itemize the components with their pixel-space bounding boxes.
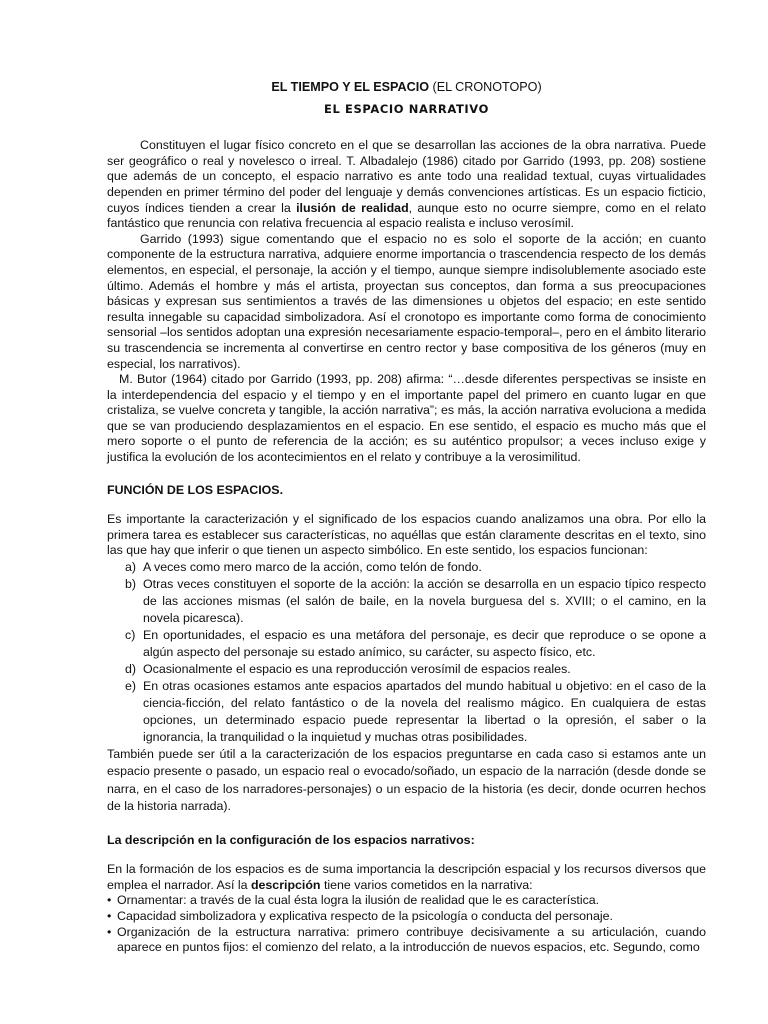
- funcion-list: [107, 559, 706, 746]
- funcion-intro: Es importante la caracterización y el significado de los espacios cuando analizamos una obra. Por ello la primera tarea es establecer sus características, no aquéllas que están claramente descritas en el texto, sino las que hay que inferir o que tienen un aspecto simbólico. En este sentido, los espacios funcionan:: [107, 512, 706, 558]
- section-heading-funcion: FUNCIÓN DE LOS ESPACIOS.: [107, 482, 284, 497]
- list-marker: a): [125, 560, 137, 575]
- list-item-text: En oportunidades, el espacio es una metáfora del personaje, es decir que reproduce o se opone a algún aspecto del personaje su estado anímico, su carácter, su aspecto físico, etc.: [143, 628, 706, 660]
- section-heading-descripcion: La descripción en la configuración de los espacios narrativos:: [107, 832, 475, 847]
- list-item: [107, 576, 706, 627]
- descripcion-intro-text-b: tiene varios cometidos en la narrativa:: [320, 877, 533, 892]
- intro-p1-text-a: Constituyen el lugar físico concreto en el que se desarrollan las acciones de la obra narrativa. Puede ser geográfico o real y novelesco o irreal. T. Albadalejo (1986) citado por Garrido (1993, pp. 208) sostiene que además de un concepto, el espacio narrativo es ante todo una realidad textual, cuyas virtualidades dependen en primer término del poder del lenguaje y demás convenciones artísticas. Es un espacio ficticio, cuyos índices tienden a crear la: [107, 138, 706, 215]
- page-subtitle: EL ESPACIO NARRATIVO: [324, 101, 489, 116]
- bullet-marker: •: [107, 909, 112, 924]
- descripcion-bullets: [107, 893, 706, 955]
- title-rest: (EL CRONOTOPO): [429, 80, 542, 94]
- bullet-item: [107, 925, 706, 956]
- list-item-text: A veces como mero marco de la acción, como telón de fondo.: [143, 560, 482, 575]
- bullet-text: Organización de la estructura narrativa: primero contribuye decisivamente a su articulación, cuando aparece en puntos fijos: el comienzo del relato, a la introducción de nuevos espacios, etc. Segundo, como: [117, 924, 706, 955]
- intro-p1-text-b: , aunque esto no ocurre siempre, como en el relato fantástico que renuncia con relativa frecuencia al espacio realista e incluso verosímil.: [107, 200, 706, 231]
- list-item-text: Otras veces constituyen el soporte de la acción: la acción se desarrolla en un espacio típico respecto de las acciones mismas (el salón de baile, en la novela burguesa del s. XVIII; o el camino, en la novela picaresca).: [143, 577, 706, 626]
- descripcion-intro-bold: descripción: [250, 877, 321, 892]
- intro-p1-bold: ilusión de realidad: [296, 200, 409, 215]
- page-title: [107, 80, 706, 96]
- bullet-marker: •: [107, 893, 112, 908]
- descripcion-intro: [107, 862, 706, 893]
- list-marker: e): [125, 679, 137, 694]
- intro-paragraph-3: M. Butor (1964) citado por Garrido (1993, pp. 208) afirma: “…desde diferentes perspectivas se insiste en la interdependencia del espacio y el tiempo y en el importante papel del primero en cuanto lugar en que cristaliza, se vuelve concreta y tangible, la acción narrativa”; es más, la acción narrativa evoluciona a medida que se van produciendo desplazamientos en el espacio. En ese sentido, el espacio es mucho más que el mero soporte o el punto de referencia de la acción; es su auténtico propulsor; a veces incluso exige y justifica la evolución de los acontecimientos en el relato y contribuye a la verosimilitud.: [107, 372, 706, 465]
- list-item: [107, 627, 706, 661]
- bullet-item: [107, 909, 706, 925]
- intro-paragraph-2: Garrido (1993) sigue comentando que el espacio no es solo el soporte de la acción; en cuanto componente de la estructura narrativa, adquiere enorme importancia o trascendencia respecto de los demás elementos, en especial, el personaje, la acción y el tiempo, aunque siempre indisolublemente asociado este último. Además el hombre y más el artista, proyectan sus conceptos, dan forma a sus preocupaciones básicas y expresan sus sentimientos a través de las dimensiones u objetos del espacio; en este sentido resulta innegable su capacidad simbolizadora. Así el cronotopo es importante como forma de conocimiento sensorial –los sentidos adoptan una expresión necesariamente espacio-temporal–, pero en el ámbito literario su trascendencia se incrementa al convertirse en centro rector y base compositiva de los géneros (muy en especial, los narrativos).: [107, 231, 706, 371]
- title-bold: EL TIEMPO Y EL ESPACIO: [271, 80, 430, 94]
- list-item-text: En otras ocasiones estamos ante espacios apartados del mundo habitual u objetivo: en el caso de la ciencia-ficción, del relato fantástico o de la novela del realismo mágico. En cualquiera de estas opciones, un determinado espacio puede representar la libertad o la opresión, el saber o la ignorancia, la tranquilidad o la inquietud y muchas otras posibilidades.: [143, 679, 706, 745]
- bullet-text: Ornamentar: a través de la cual ésta logra la ilusión de realidad que le es característica.: [117, 893, 600, 908]
- bullet-text: Capacidad simbolizadora y explicativa respecto de la psicología o conducta del personaje.: [117, 909, 613, 924]
- bullet-item: [107, 893, 706, 909]
- list-item: [107, 559, 706, 576]
- list-marker: d): [125, 662, 137, 677]
- list-item: [107, 678, 706, 746]
- list-marker: c): [125, 628, 136, 643]
- intro-paragraph-1: [107, 138, 706, 232]
- list-item-text: Ocasionalmente el espacio es una reproducción verosímil de espacios reales.: [143, 662, 571, 677]
- list-marker: b): [125, 577, 137, 592]
- bullet-marker: •: [107, 924, 112, 939]
- descripcion-intro-text-a: En la formación de los espacios es de suma importancia la descripción espacial y los recursos diversos que emplea el narrador. Así la: [107, 862, 706, 892]
- funcion-closing: También puede ser útil a la caracterización de los espacios preguntarse en cada caso si estamos ante un espacio presente o pasado, un espacio real o evocado/soñado, un espacio de la narración (desde donde se narra, en el caso de los narradores-personajes) o un espacio de la historia (es decir, donde ocurren hechos de la historia narrada).: [107, 747, 706, 814]
- list-item: [107, 661, 706, 678]
